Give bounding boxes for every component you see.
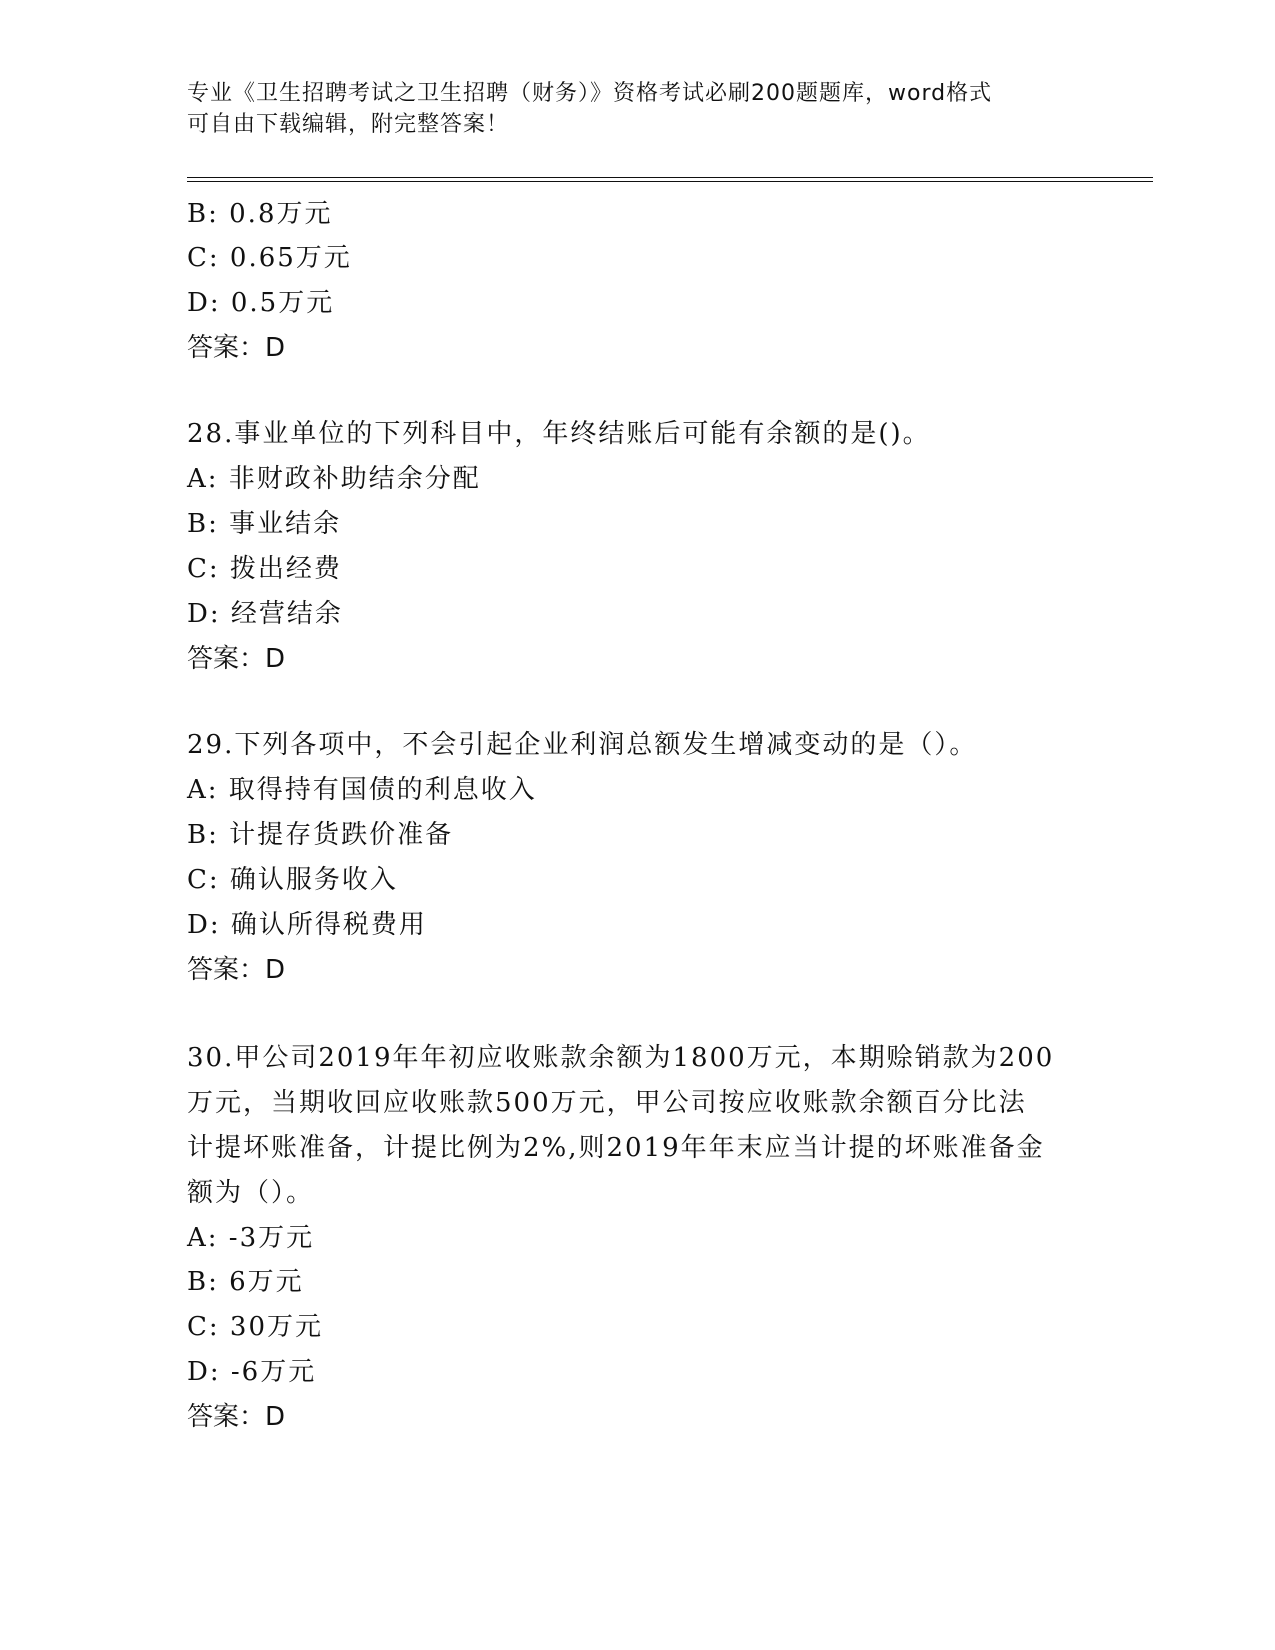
document-header-line-1: 专业《卫生招聘考试之卫生招聘（财务）》资格考试必刷200题题库，word格式 (187, 81, 993, 106)
header-divider-top (187, 177, 1153, 178)
q28-option-b: B: 事业结余 (187, 509, 342, 539)
q28-option-a: A: 非财政补助结余分配 (187, 464, 481, 494)
q28-option-d: D: 经营结余 (187, 599, 343, 629)
q30-option-c: C: 30万元 (187, 1312, 324, 1342)
q30-stem-line-2: 万元，当期收回应收账款500万元，甲公司按应收账款余额百分比法 (187, 1088, 1027, 1118)
q29-stem: 29.下列各项中，不会引起企业利润总额发生增减变动的是（）。 (187, 730, 978, 760)
q29-option-d: D: 确认所得税费用 (187, 910, 427, 940)
header-divider-bottom (187, 181, 1153, 182)
q28-answer: 答案：D (187, 644, 286, 674)
q30-stem-line-4: 额为（）。 (187, 1178, 315, 1208)
q27-option-b: B: 0.8万元 (187, 199, 333, 229)
q28-option-c: C: 拨出经费 (187, 554, 342, 584)
q30-answer: 答案：D (187, 1402, 286, 1432)
document-header-line-2: 可自由下载编辑，附完整答案！ (187, 112, 510, 137)
q30-stem-line-3: 计提坏账准备，计提比例为2%,则2019年年末应当计提的坏账准备金 (187, 1133, 1045, 1163)
q29-option-b: B: 计提存货跌价准备 (187, 820, 454, 850)
q30-option-a: A: -3万元 (187, 1223, 315, 1253)
q29-answer: 答案：D (187, 955, 286, 985)
q27-option-d: D: 0.5万元 (187, 288, 335, 318)
q30-option-d: D: -6万元 (187, 1357, 317, 1387)
q30-option-b: B: 6万元 (187, 1267, 304, 1297)
q27-answer: 答案：D (187, 333, 286, 363)
q29-option-c: C: 确认服务收入 (187, 865, 398, 895)
q28-stem: 28.事业单位的下列科目中，年终结账后可能有余额的是()。 (187, 419, 931, 449)
q29-option-a: A: 取得持有国债的利息收入 (187, 775, 537, 805)
q30-stem-line-1: 30.甲公司2019年年初应收账款余额为1800万元，本期赊销款为200 (187, 1043, 1055, 1073)
q27-option-c: C: 0.65万元 (187, 243, 352, 273)
